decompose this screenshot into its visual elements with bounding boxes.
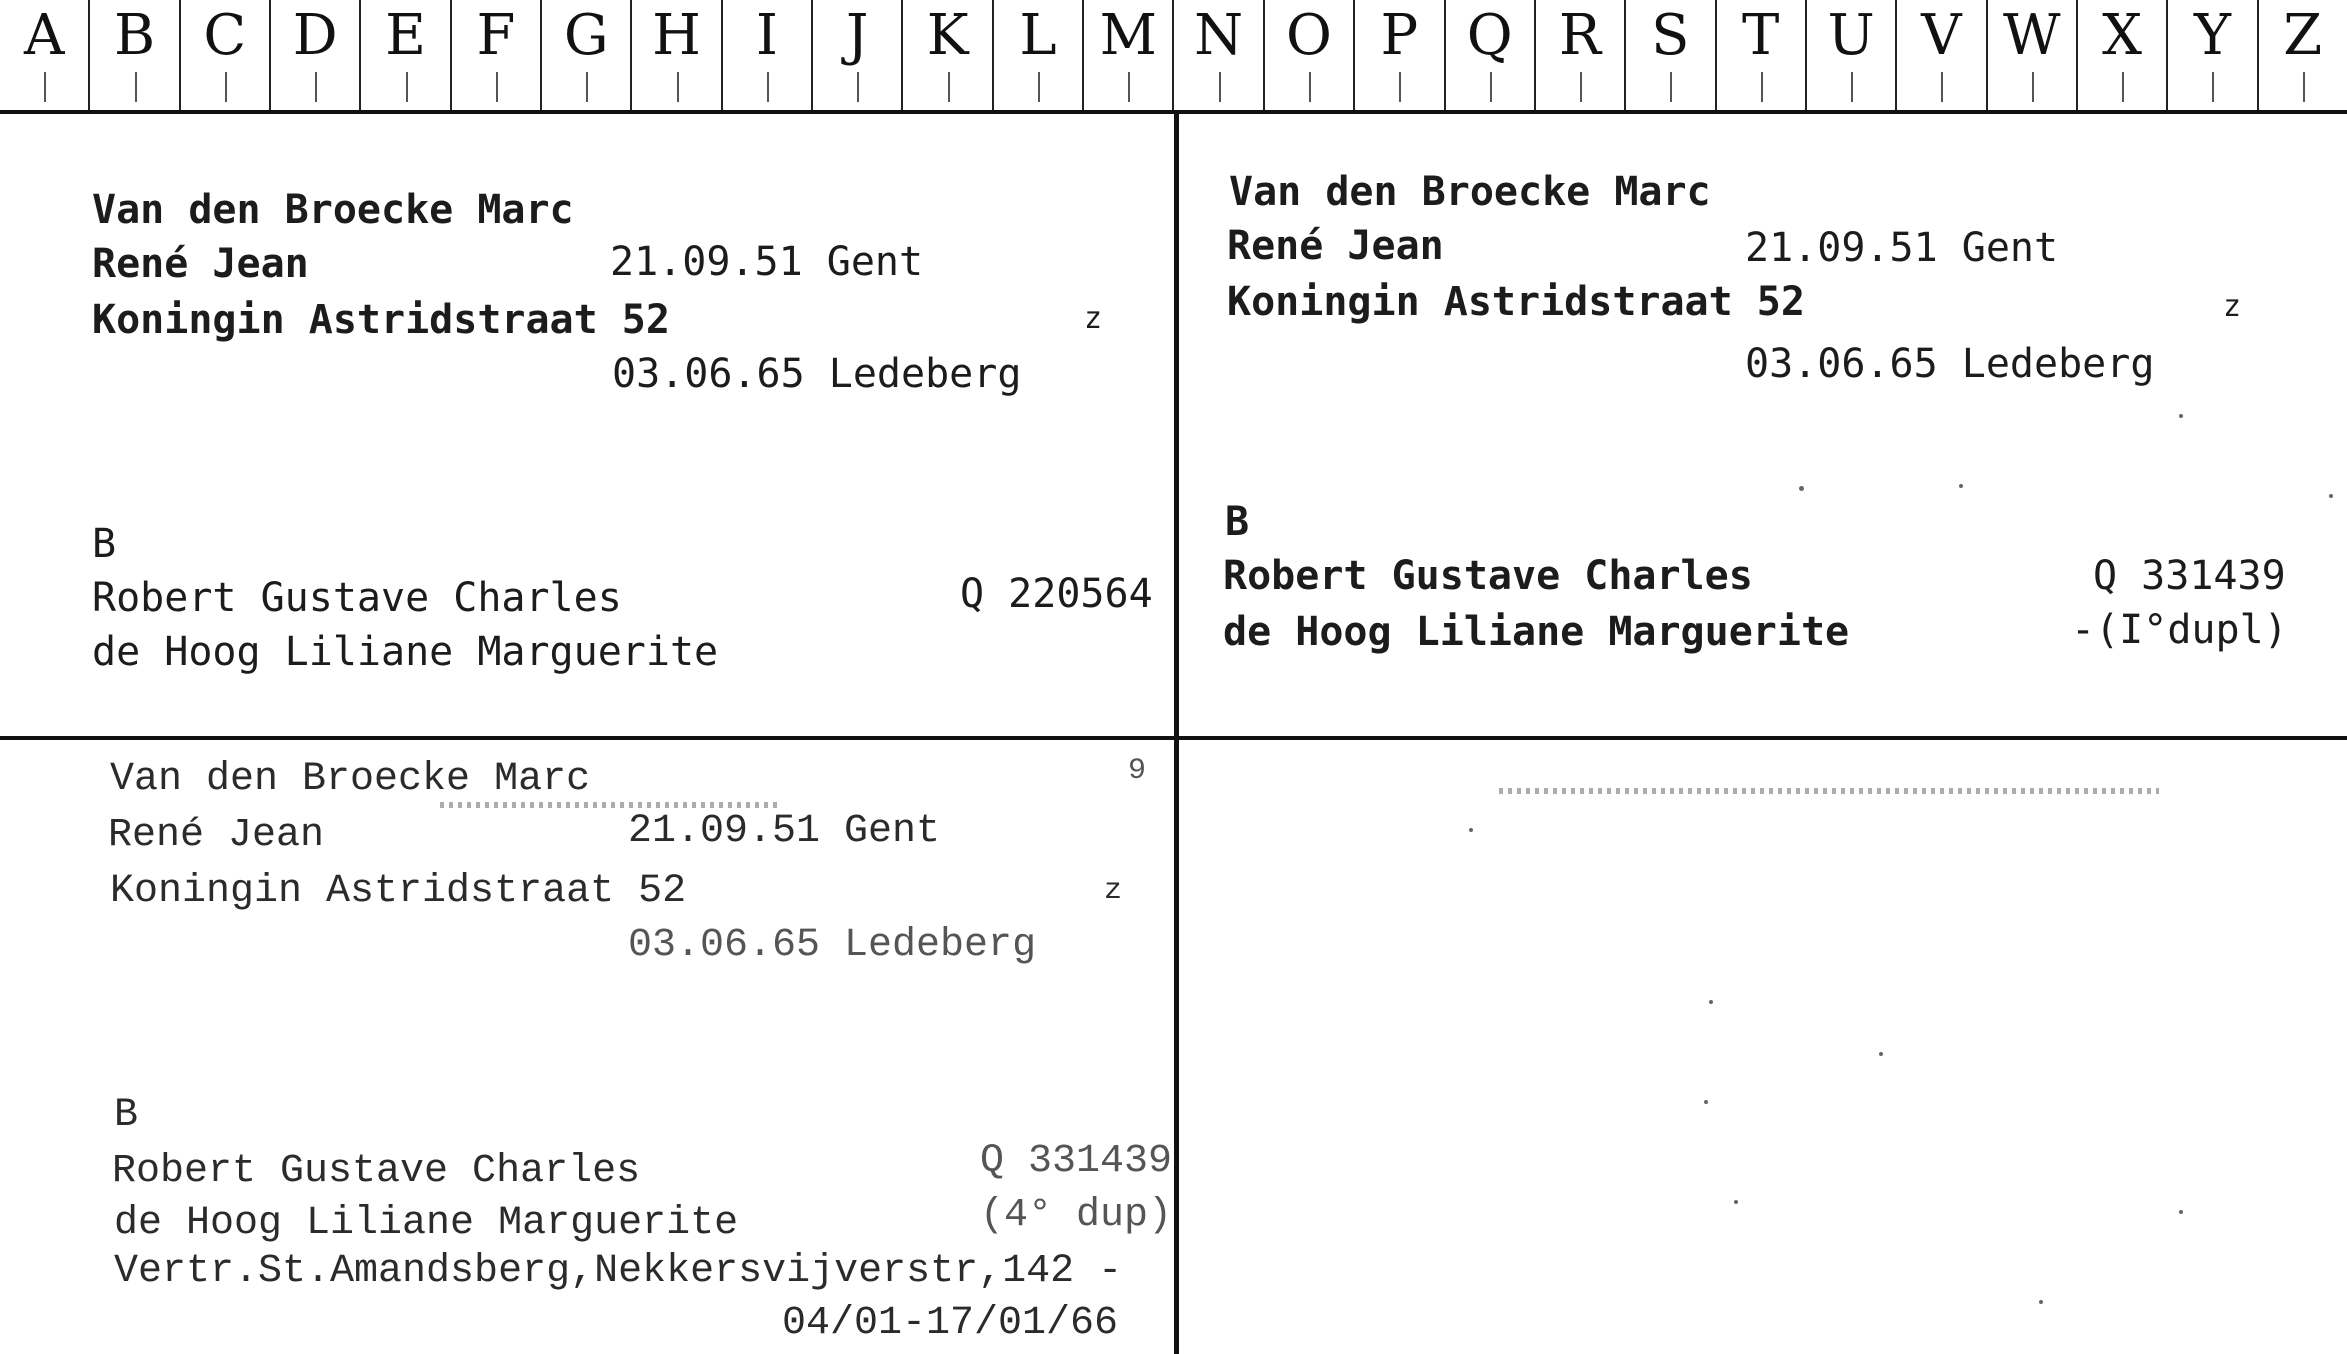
index-letter-h: H	[632, 0, 722, 110]
card-birth: 21.09.51 Gent	[628, 809, 941, 854]
card-letter: B	[1225, 499, 1250, 545]
index-letter-y: Y	[2168, 0, 2258, 110]
index-letter-r: R	[1536, 0, 1626, 110]
index-letter-o: O	[1265, 0, 1355, 110]
card-father: Robert Gustave Charles	[112, 1149, 641, 1194]
index-letter-j: J	[813, 0, 903, 110]
index-letter-a: A	[0, 0, 90, 110]
index-letter-c: C	[181, 0, 271, 110]
card-move: 03.06.65 Ledeberg	[1745, 341, 2155, 387]
index-letter-g: G	[542, 0, 632, 110]
card-surname: Van den Broecke Marc	[1229, 169, 1711, 215]
card-street: Koningin Astridstraat 52	[1227, 279, 1805, 325]
record-card-1	[0, 114, 1174, 736]
card-street: Koningin Astridstraat 52	[92, 297, 670, 343]
card-number: Q 331439	[980, 1139, 1173, 1184]
card-letter: B	[92, 521, 117, 567]
index-letter-k: K	[903, 0, 993, 110]
card-mother: de Hoog Liliane Marguerite	[92, 629, 719, 675]
record-card-3	[0, 740, 1174, 1354]
card-z-mark: z	[1104, 874, 1123, 908]
card-birth: 21.09.51 Gent	[610, 239, 924, 285]
card-corner-mark: 9	[1128, 754, 1147, 788]
card-birth: 21.09.51 Gent	[1745, 225, 2059, 271]
card-father: Robert Gustave Charles	[92, 575, 622, 621]
index-letter-s: S	[1626, 0, 1716, 110]
index-letter-p: P	[1355, 0, 1445, 110]
card-given-names: René Jean	[108, 813, 325, 858]
card-surname: Van den Broecke Marc	[110, 757, 591, 802]
card-address: Vertr.St.Amandsberg,Nekkersvijverstr,142 -	[114, 1249, 1123, 1294]
index-letter-e: E	[361, 0, 451, 110]
index-letter-u: U	[1807, 0, 1897, 110]
card-mother: de Hoog Liliane Marguerite	[1223, 609, 1850, 655]
card-move: 03.06.65 Ledeberg	[612, 351, 1022, 397]
record-card-2	[1179, 114, 2347, 736]
card-z-mark: z	[1084, 301, 1103, 336]
index-letter-z: Z	[2259, 0, 2347, 110]
index-letter-q: Q	[1446, 0, 1536, 110]
card-surname: Van den Broecke Marc	[92, 187, 574, 233]
index-letter-x: X	[2078, 0, 2168, 110]
card-given-names: René Jean	[1227, 223, 1444, 269]
index-letter-d: D	[271, 0, 361, 110]
index-letter-v: V	[1897, 0, 1987, 110]
card-mother: de Hoog Liliane Marguerite	[114, 1201, 739, 1246]
card-note: -(I°dupl)	[2071, 607, 2288, 653]
record-card-4-blank	[1179, 740, 2347, 1354]
index-letter-n: N	[1174, 0, 1264, 110]
card-street: Koningin Astridstraat 52	[110, 869, 687, 914]
index-letter-l: L	[994, 0, 1084, 110]
card-number: Q 331439	[2093, 553, 2286, 599]
card-letter: B	[114, 1093, 139, 1138]
card-father: Robert Gustave Charles	[1223, 553, 1753, 599]
index-letter-i: I	[723, 0, 813, 110]
index-letter-m: M	[1084, 0, 1174, 110]
alphabet-index-strip	[0, 0, 2347, 114]
card-number: Q 220564	[960, 571, 1153, 617]
card-move: 03.06.65 Ledeberg	[628, 923, 1037, 968]
index-letter-t: T	[1717, 0, 1807, 110]
card-period: 04/01-17/01/66	[782, 1301, 1119, 1346]
card-note: (4° dup)	[980, 1193, 1173, 1238]
card-given-names: René Jean	[92, 241, 309, 287]
card-z-mark: z	[2223, 289, 2242, 324]
index-letter-b: B	[90, 0, 180, 110]
index-letter-w: W	[1988, 0, 2078, 110]
index-letter-f: F	[452, 0, 542, 110]
